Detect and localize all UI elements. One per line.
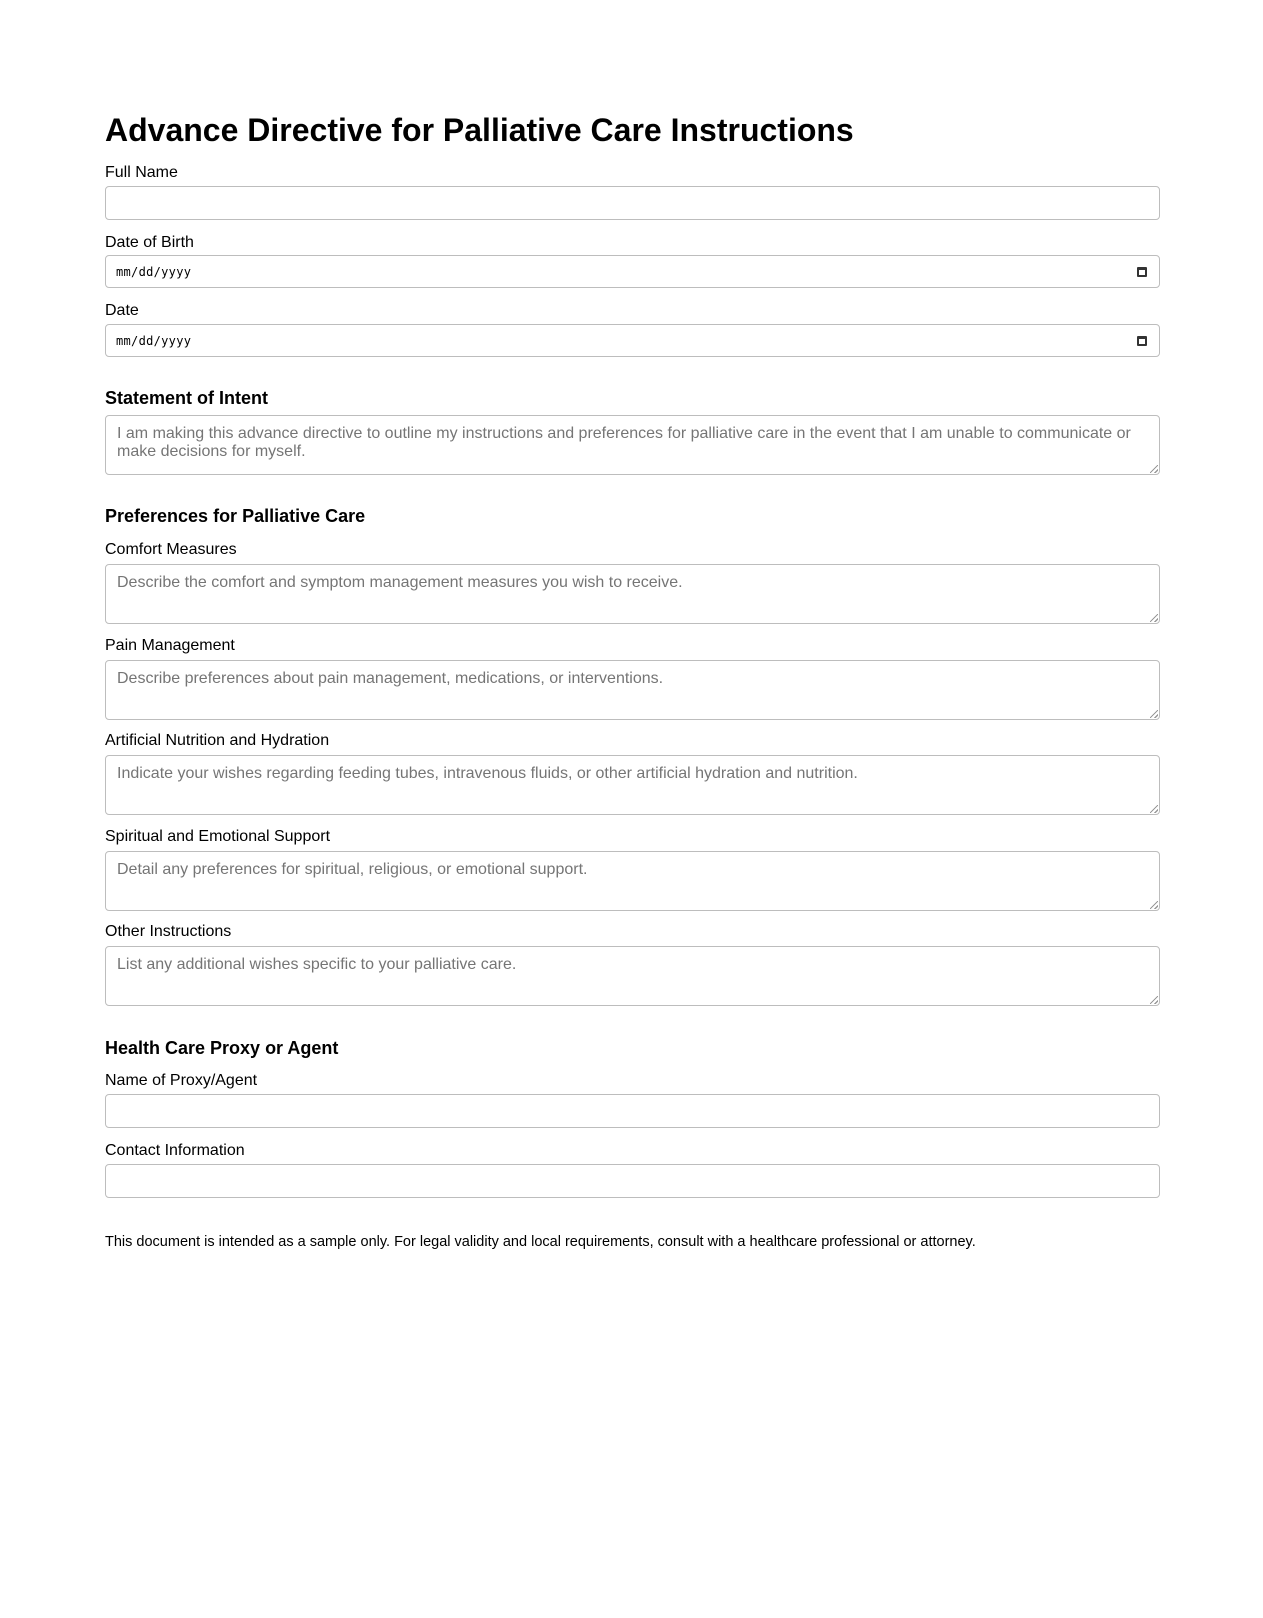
date-label: Date: [105, 302, 139, 319]
nutrition-hydration-placeholder: Indicate your wishes regarding feeding tubes, intravenous fluids, or other artificial hydration and nutrition.: [117, 765, 858, 782]
proxy-name-label: Name of Proxy/Agent: [105, 1072, 258, 1089]
spiritual-support-label: Spiritual and Emotional Support: [105, 828, 331, 845]
page-title: Advance Directive for Palliative Care Instructions: [105, 112, 854, 148]
calendar-icon[interactable]: [1136, 266, 1148, 278]
nutrition-hydration-textarea[interactable]: [105, 755, 1160, 815]
resize-handle[interactable]: [1150, 614, 1158, 622]
nutrition-hydration-label: Artificial Nutrition and Hydration: [105, 732, 330, 749]
spiritual-support-textarea[interactable]: [105, 851, 1160, 911]
proxy-name-input[interactable]: [105, 1094, 1160, 1128]
other-instructions-textarea[interactable]: [105, 946, 1160, 1006]
resize-handle[interactable]: [1150, 465, 1158, 473]
full-name-label: Full Name: [105, 164, 178, 181]
other-instructions-label: Other Instructions: [105, 923, 232, 940]
pain-management-placeholder: Describe preferences about pain management, medications, or interventions.: [117, 670, 664, 687]
full-name-input[interactable]: [105, 186, 1160, 220]
dob-placeholder: mm/dd/yyyy: [116, 264, 192, 279]
resize-handle[interactable]: [1150, 710, 1158, 718]
proxy-heading: Health Care Proxy or Agent: [105, 1038, 339, 1058]
pain-management-label: Pain Management: [105, 637, 235, 654]
contact-info-label: Contact Information: [105, 1142, 245, 1159]
resize-handle[interactable]: [1150, 996, 1158, 1004]
date-input[interactable]: [105, 324, 1160, 357]
resize-handle[interactable]: [1150, 901, 1158, 909]
pain-management-textarea[interactable]: [105, 660, 1160, 720]
spiritual-support-placeholder: Detail any preferences for spiritual, religious, or emotional support.: [117, 861, 588, 878]
contact-info-input[interactable]: [105, 1164, 1160, 1198]
calendar-icon[interactable]: [1136, 335, 1148, 347]
preferences-heading: Preferences for Palliative Care: [105, 506, 366, 526]
dob-label: Date of Birth: [105, 234, 194, 251]
statement-textarea[interactable]: [105, 415, 1160, 475]
comfort-measures-textarea[interactable]: [105, 564, 1160, 624]
statement-text: I am making this advance directive to outline my instructions and preferences for palliative care in the event that I am unable to communicate or make decisions for myself.: [117, 425, 1131, 460]
dob-input[interactable]: [105, 255, 1160, 288]
resize-handle[interactable]: [1150, 805, 1158, 813]
statement-heading: Statement of Intent: [105, 388, 269, 408]
disclaimer-text: This document is intended as a sample only. For legal validity and local requirements, consult with a healthcare professional or attorney.: [105, 1234, 976, 1250]
other-instructions-placeholder: List any additional wishes specific to your palliative care.: [117, 956, 517, 973]
comfort-measures-placeholder: Describe the comfort and symptom management measures you wish to receive.: [117, 574, 683, 591]
comfort-measures-label: Comfort Measures: [105, 541, 237, 558]
date-placeholder: mm/dd/yyyy: [116, 333, 192, 348]
